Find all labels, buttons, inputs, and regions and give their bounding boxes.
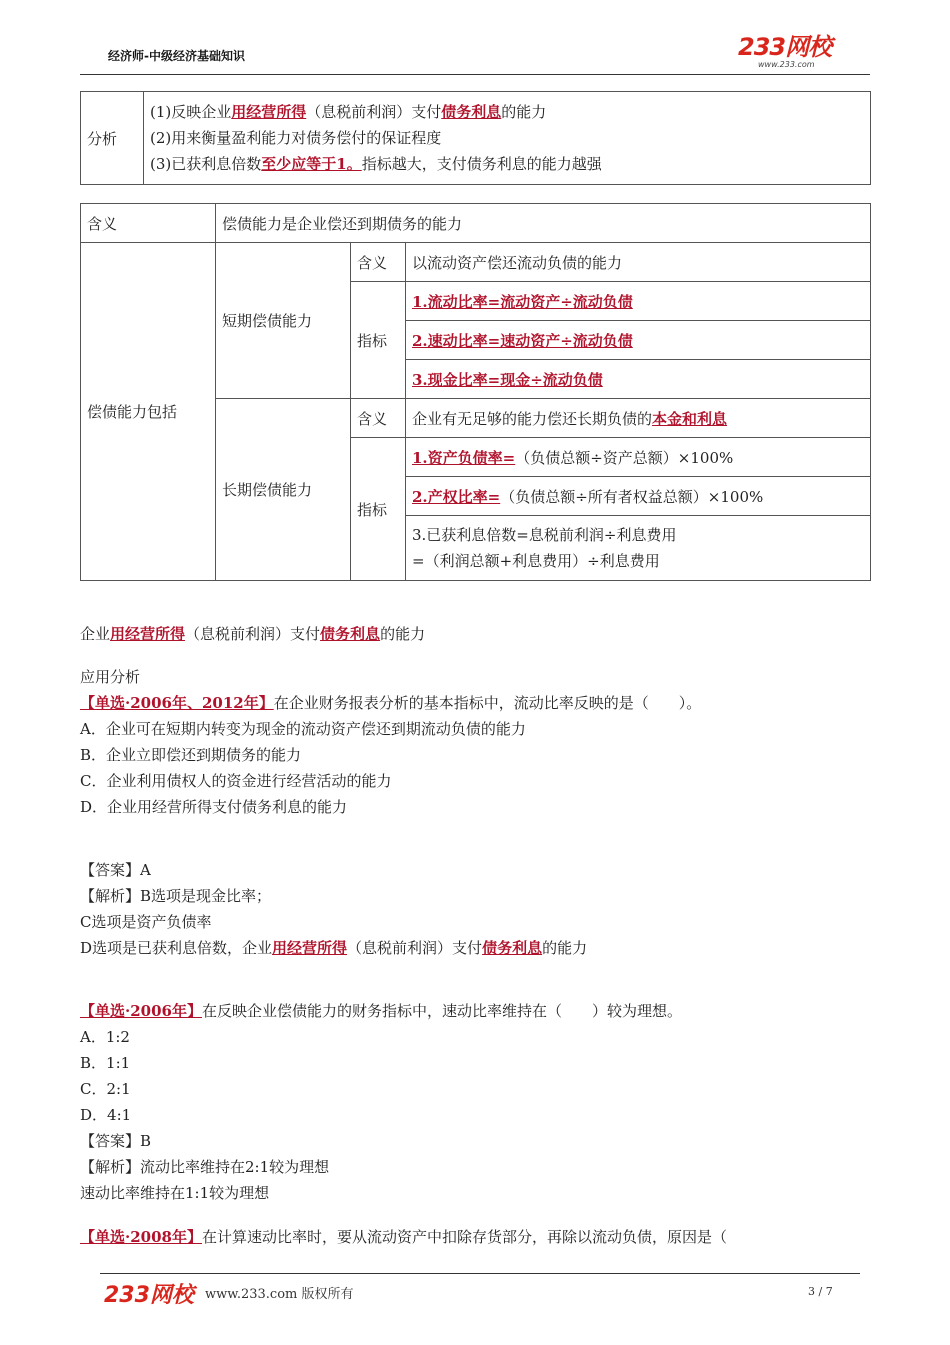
q1-explanation-2: C选项是资产负债率 [80, 913, 212, 931]
long-term-indicator-label: 指标 [351, 438, 406, 581]
footer-divider [100, 1273, 860, 1274]
current-ratio-formula: 1.流动比率=流动资产÷流动负债 [406, 282, 871, 321]
q2-answer: 【答案】B [80, 1132, 152, 1150]
solvency-table [80, 203, 871, 581]
long-term-label: 长期偿债能力 [216, 399, 351, 581]
meaning-value: 偿债能力是企业偿还到期债务的能力 [216, 204, 871, 243]
short-term-label: 短期偿债能力 [216, 243, 351, 399]
q3-stem: 【单选·2008年】在计算速动比率时，要从流动资产中扣除存货部分，再除以流动负债，原因是（ [80, 1228, 727, 1246]
q2-option-c: C．2:1 [80, 1080, 131, 1098]
cash-ratio-formula: 3.现金比率=现金÷流动负债 [406, 360, 871, 399]
quick-ratio-formula: 2.速动比率=速动资产÷流动负债 [406, 321, 871, 360]
debt-ratio-formula: 1.资产负债率=（负债总额÷资产总额）×100% [406, 438, 871, 477]
document-header-title: 经济师-中级经济基础知识 [108, 49, 245, 63]
short-term-meaning-label: 含义 [351, 243, 406, 282]
short-term-indicator-label: 指标 [351, 282, 406, 399]
q2-option-d: D．4:1 [80, 1106, 132, 1124]
footer-copyright: www.233.com 版权所有 [205, 1287, 354, 1302]
analysis-content [144, 92, 871, 185]
header-divider [80, 74, 870, 75]
q1-explanation-3: D选项是已获利息倍数，企业用经营所得（息税前利润）支付债务利息的能力 [80, 939, 588, 957]
analysis-line-1: (1)反映企业用经营所得（息税前利润）支付债务利息的能力 [150, 103, 547, 121]
analysis-line-3: (3)已获利息倍数至少应等于1。指标越大，支付债务利息的能力越强 [150, 155, 602, 173]
brand-logo [738, 34, 850, 74]
logo-url: www.233.com [758, 60, 815, 69]
q2-stem: 【单选·2006年】在反映企业偿债能力的财务指标中，速动比率维持在（ ）较为理想。 [80, 1002, 682, 1020]
includes-label: 偿债能力包括 [81, 243, 216, 581]
logo-text: 233网校 [738, 33, 832, 61]
q1-explanation-1: 【解析】B选项是现金比率； [80, 887, 272, 905]
equity-ratio-formula: 2.产权比率=（负债总额÷所有者权益总额）×100% [406, 477, 871, 516]
q2-explanation-1: 【解析】流动比率维持在2:1较为理想 [80, 1158, 330, 1176]
q2-explanation-2: 速动比率维持在1:1较为理想 [80, 1184, 270, 1202]
q1-option-c: C．企业利用债权人的资金进行经营活动的能力 [80, 772, 392, 790]
footer-logo: 233网校 [104, 1283, 194, 1308]
long-term-meaning-label: 含义 [351, 399, 406, 438]
analysis-table [80, 91, 871, 185]
interest-coverage-formula: 3.已获利息倍数=息税前利润÷利息费用 =（利润总额+利息费用）÷利息费用 [406, 516, 871, 581]
analysis-line-2: (2)用来衡量盈利能力对债务偿付的保证程度 [150, 129, 442, 147]
q1-option-b: B．企业立即偿还到期债务的能力 [80, 746, 302, 764]
analysis-label: 分析 [81, 92, 144, 185]
application-title: 应用分析 [80, 668, 141, 686]
long-term-meaning-value: 企业有无足够的能力偿还长期负债的本金和利息 [406, 399, 871, 438]
q1-stem: 【单选·2006年、2012年】在企业财务报表分析的基本指标中，流动比率反映的是（ ）。 [80, 694, 702, 712]
q1-option-d: D．企业用经营所得支付债务利息的能力 [80, 798, 348, 816]
q2-option-a: A．1:2 [80, 1028, 130, 1046]
q1-option-a: A．企业可在短期内转变为现金的流动资产偿还到期流动负债的能力 [80, 720, 526, 738]
short-term-meaning-value: 以流动资产偿还流动负债的能力 [406, 243, 871, 282]
q2-option-b: B．1:1 [80, 1054, 131, 1072]
q1-answer: 【答案】A [80, 861, 151, 879]
summary-line: 企业用经营所得（息税前利润）支付债务利息的能力 [80, 625, 426, 643]
meaning-label: 含义 [81, 204, 216, 243]
page-number: 3 / 7 [808, 1285, 833, 1298]
